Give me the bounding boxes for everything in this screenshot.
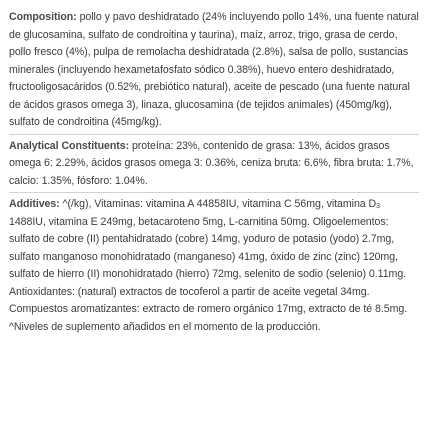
vitamin-d-subscript: 3 bbox=[376, 203, 380, 210]
composition-heading: Composition: bbox=[9, 11, 77, 23]
composition-section bbox=[9, 9, 419, 132]
analytical-heading: Analytical Constituents: bbox=[9, 139, 130, 152]
analytical-text: proteína: 23%, contenido de grasa: 13%, ácidos grasos omega 6: 2.29%, ácidos grasos omega 3: 0.36%, ceniza bruta: 6.6%, fibra bruta: 1.7%, calcio: 1.35%, fósforo: 1.04%. bbox=[9, 139, 414, 187]
section-divider bbox=[9, 192, 419, 193]
additives-heading: Additives: bbox=[9, 198, 60, 210]
analytical-section bbox=[9, 138, 419, 191]
additives-text-part1: ^(/kg), Vitaminas: vitamina A 44858IU, vitamina C 56mg, vitamina D bbox=[59, 198, 377, 210]
additives-section bbox=[9, 196, 419, 336]
section-divider bbox=[9, 134, 419, 135]
ingredients-panel bbox=[9, 9, 419, 336]
additives-text-part2: 1488IU, vitamina E 249mg, betacaroteno 5mg, L-carnitina 50mg. Oligoelementos: sulfato de cobre (II) pentahidratado (cobre) 14mg, yoduro de potasio (yodo) 2.7mg, sulfato manganoso monohidratado (manganeso) 41mg, óxido de zinc (zinc) 120mg, sulfato de hierro (II) monohidratado (hierro) 72mg, selenito de sodio (selenio) 0.11mg. Antioxidantes: (natural) extractos de tocoferol a partir de aceite vegetal 34mg. Compuestos aromatizantes: extracto de romero orgánico 17mg, extracto de té 8.5mg. ^Niveles de suplemento añadidos en el momento de la producción. bbox=[9, 215, 408, 333]
composition-text: pollo y pavo deshidratado (24% incluyendo pollo 14%, una fuente natural de glucosamina, sulfato de condroitina y taurina), maíz, arroz, trigo, grasa de cerdo, pollo fresco (4%), pulpa de remolacha deshidratada (2.8%), salsa de pollo, sustancias minerales (incluyendo hexametafosfato sódico 0.38%), huevo entero deshidratado, fructooligosacáridos (0.52%, prebiótico natural), aceite de pescado (una fuente natural de ácidos grasos omega 3), linaza, glucosamina (de tejidos animales) (450mg/kg), sulfato de condroitina (45mg/kg). bbox=[9, 11, 419, 128]
